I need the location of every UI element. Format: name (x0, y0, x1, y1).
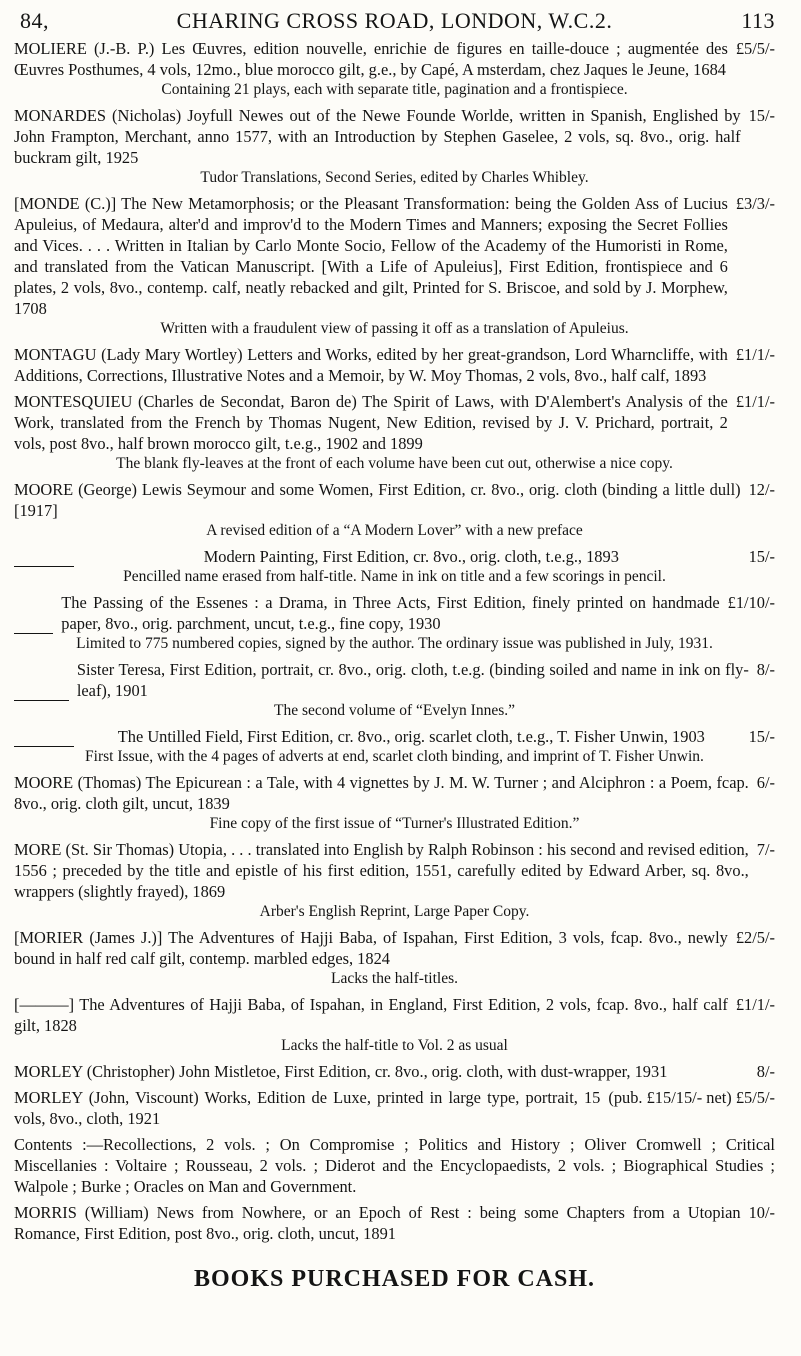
entry-text: Sister Teresa, First Edition, portrait, cr. 8vo., orig. cloth, t.e.g. (binding soiled and name in ink on fly-leaf), 1901 (76, 660, 749, 700)
entry-note: Pencilled name erased from half-title. Name in ink on title and a few scorings in pencil. (123, 568, 666, 585)
entry-line (14, 659, 775, 701)
entry-price: 15/- (748, 727, 775, 746)
catalogue-entry (14, 994, 775, 1056)
entry-price: 15/- (748, 547, 775, 566)
catalogue-entry (14, 1202, 775, 1244)
entry-price: 8/- (756, 1062, 775, 1081)
entry-price: 7/- (756, 840, 775, 859)
entry-note: The blank fly-leaves at the front of each volume have been cut out, otherwise a nice copy. (116, 455, 673, 472)
entry-line (14, 772, 775, 814)
entry-text: MOLIERE (J.-B. P.) Les Œuvres, edition nouvelle, enrichie de figures en taille-douce ; augmentée des Œuvres Posthumes, 4 vols, 12mo., blue morocco gilt, g.e., by Capé, A msterdam, chez Jaques le Jeune, 1684 (14, 39, 728, 79)
entry-price: £2/5/- (735, 928, 775, 947)
page-number-right: 113 (741, 8, 775, 33)
entry-line (14, 927, 775, 969)
entry-note: The second volume of “Evelyn Innes.” (273, 702, 516, 719)
entry-line (14, 105, 775, 168)
page-number-left: 84, (20, 8, 49, 33)
catalogue-entry (14, 592, 775, 654)
entry-text: MORRIS (William) News from Nowhere, or an Epoch of Rest : being some Chapters from a Utopian Romance, First Edition, post 8vo., orig. cloth, uncut, 1891 (14, 1203, 741, 1243)
entry-line (14, 1202, 775, 1244)
entry-price: £1/10/- (727, 593, 775, 612)
entry-text: Contents :—Recollections, 2 vols. ; On Compromise ; Politics and History ; Oliver Cromwell ; Critical Miscellanies : Voltaire ; Rousseau, 2 vols. ; Diderot and the Encyclopaedists, 2 vols. ; Biographical Studies ; Walpole ; Burke ; Oracles on Man and Government. (14, 1135, 775, 1196)
entry-price: £1/1/- (735, 995, 775, 1014)
entry-note: A revised edition of a “A Modern Lover” with a new preface (206, 522, 583, 539)
entry-note: First Issue, with the 4 pages of adverts at end, scarlet cloth binding, and imprint of T. Fisher Unwin. (85, 748, 704, 765)
ditto-rule (14, 659, 69, 701)
catalogue-entry (14, 772, 775, 834)
entry-note: Tudor Translations, Second Series, edited by Charles Whibley. (200, 169, 589, 186)
entry-line (14, 1134, 775, 1197)
entry-price: 8/- (756, 660, 775, 679)
entry-text: [MONDE (C.)] The New Metamorphosis; or the Pleasant Transformation: being the Golden Ass of Lucius Apuleius, of Medaura, alter'd and improv'd to the Modern Times and Manners; exposing the Secret Follies and Vices. . . . Written in Italian by Carlo Monte Socio, Fellow of the Academy of the Humoristi in Rome, and translated from the Vatican Manuscript. [With a Life of Apuleius], First Edition, frontispiece and 6 plates, 2 vols, 8vo., contemp. calf, neatly rebacked and gilt, Printed for S. Briscoe, and sold by J. Morphew, 1708 (14, 194, 728, 318)
catalogue-entry (14, 1087, 775, 1129)
catalogue-entry (14, 391, 775, 474)
entry-line (14, 193, 775, 319)
running-header (14, 6, 775, 36)
entry-text: MOORE (George) Lewis Seymour and some Women, First Edition, cr. 8vo., orig. cloth (binding a little dull) [1917] (14, 480, 741, 520)
entry-text: The Passing of the Essenes : a Drama, in Three Acts, First Edition, finely printed on handmade paper, 8vo., orig. parchment, uncut, t.e.g., fine copy, 1930 (61, 593, 720, 633)
entry-text: MORE (St. Sir Thomas) Utopia, . . . translated into English by Ralph Robinson : his second and revised edition, 1556 ; preceded by the title and epistle of his first edition, 1551, carefully edited by Edward Arber, sq. 8vo., wrappers (slightly frayed), 1869 (14, 840, 749, 901)
catalogue-entry (14, 1061, 775, 1082)
entry-text: [———] The Adventures of Hajji Baba, of Ispahan, in England, First Edition, 2 vols, fcap. 8vo., half calf gilt, 1828 (14, 995, 728, 1035)
entry-price: 10/- (748, 1203, 775, 1222)
entry-note: Limited to 775 numbered copies, signed by the author. The ordinary issue was published in July, 1931. (76, 635, 713, 652)
catalogue-entry (14, 105, 775, 188)
entry-line (14, 344, 775, 386)
entry-text: Modern Painting, First Edition, cr. 8vo., orig. cloth, t.e.g., 1893 (203, 547, 619, 566)
entry-text: MORLEY (Christopher) John Mistletoe, First Edition, cr. 8vo., orig. cloth, with dust-wrapper, 1931 (14, 1062, 668, 1081)
ditto-rule (14, 546, 74, 567)
entry-note: Lacks the half-titles. (331, 970, 458, 987)
ditto-rule (14, 726, 74, 747)
entry-line (14, 479, 775, 521)
entry-price: £1/1/- (735, 392, 775, 411)
entry-price: (pub. £15/15/- net) £5/5/- (608, 1088, 775, 1107)
entry-note: Written with a fraudulent view of passing it off as a translation of Apuleius. (160, 320, 629, 337)
entry-line (14, 592, 775, 634)
ditto-rule (14, 592, 53, 634)
entry-text: The Untilled Field, First Edition, cr. 8vo., orig. scarlet cloth, t.e.g., T. Fisher Unwin, 1903 (117, 727, 705, 746)
entry-text: MONTAGU (Lady Mary Wortley) Letters and Works, edited by her great-grandson, Lord Wharncliffe, with Additions, Corrections, Illustrative Notes and a Memoir, by W. Moy Thomas, 2 vols, 8vo., half calf, 1893 (14, 345, 728, 385)
entry-text: MONARDES (Nicholas) Joyfull Newes out of the Newe Founde Worlde, written in Spanish, Englished by John Frampton, Merchant, anno 1577, with an Introduction by Stephen Gaselee, 2 vols, sq. 8vo., orig. half buckram gilt, 1925 (14, 106, 741, 167)
entry-text: MONTESQUIEU (Charles de Secondat, Baron de) The Spirit of Laws, with D'Alembert's Analysis of the Work, translated from the French by Thomas Nugent, New Edition, revised by J. V. Prichard, portrait, 2 vols, post 8vo., half brown morocco gilt, t.e.g., 1902 and 1899 (14, 392, 728, 453)
entry-price: £3/3/- (735, 194, 775, 213)
catalogue-entry (14, 344, 775, 386)
entry-text: [MORIER (James J.)] The Adventures of Hajji Baba, of Ispahan, First Edition, 3 vols, fcap. 8vo., newly bound in half red calf gilt, contemp. marbled edges, 1824 (14, 928, 728, 968)
entry-note: Fine copy of the first issue of “Turner's Illustrated Edition.” (209, 815, 580, 832)
entry-line (14, 391, 775, 454)
catalogue-entry (14, 927, 775, 989)
catalogue-entry (14, 546, 775, 587)
entry-line (14, 994, 775, 1036)
entry-price: 12/- (748, 480, 775, 499)
entry-line (14, 1061, 775, 1082)
footer-notice: BOOKS PURCHASED FOR CASH. (193, 1266, 596, 1292)
catalogue-entry (14, 659, 775, 721)
entry-price: 15/- (748, 106, 775, 125)
entry-text: MORLEY (John, Viscount) Works, Edition de Luxe, printed in large type, portrait, 15 vols, 8vo., cloth, 1921 (14, 1088, 601, 1128)
catalogue-entry (14, 839, 775, 922)
entry-price: £1/1/- (735, 345, 775, 364)
catalogue-entry (14, 726, 775, 767)
entry-line (14, 1087, 775, 1129)
entry-text: MOORE (Thomas) The Epicurean : a Tale, with 4 vignettes by J. M. W. Turner ; and Alciphron : a Poem, fcap. 8vo., orig. cloth gilt, uncut, 1839 (14, 773, 749, 813)
entry-price: 6/- (756, 773, 775, 792)
catalogue-entry (14, 1134, 775, 1197)
entry-line (14, 38, 775, 80)
entry-line (14, 839, 775, 902)
catalogue-entry (14, 38, 775, 100)
catalogue-entry (14, 193, 775, 339)
entry-price: £5/5/- (735, 39, 775, 58)
catalogue-entries (14, 38, 775, 1244)
entry-line (14, 726, 775, 747)
entry-note: Lacks the half-title to Vol. 2 as usual (281, 1037, 508, 1054)
header-title: CHARING CROSS ROAD, LONDON, W.C.2. (176, 8, 613, 33)
entry-line (14, 546, 775, 567)
entry-note: Containing 21 plays, each with separate title, pagination and a frontispiece. (161, 81, 628, 98)
catalogue-entry (14, 479, 775, 541)
entry-note: Arber's English Reprint, Large Paper Copy. (259, 903, 530, 920)
